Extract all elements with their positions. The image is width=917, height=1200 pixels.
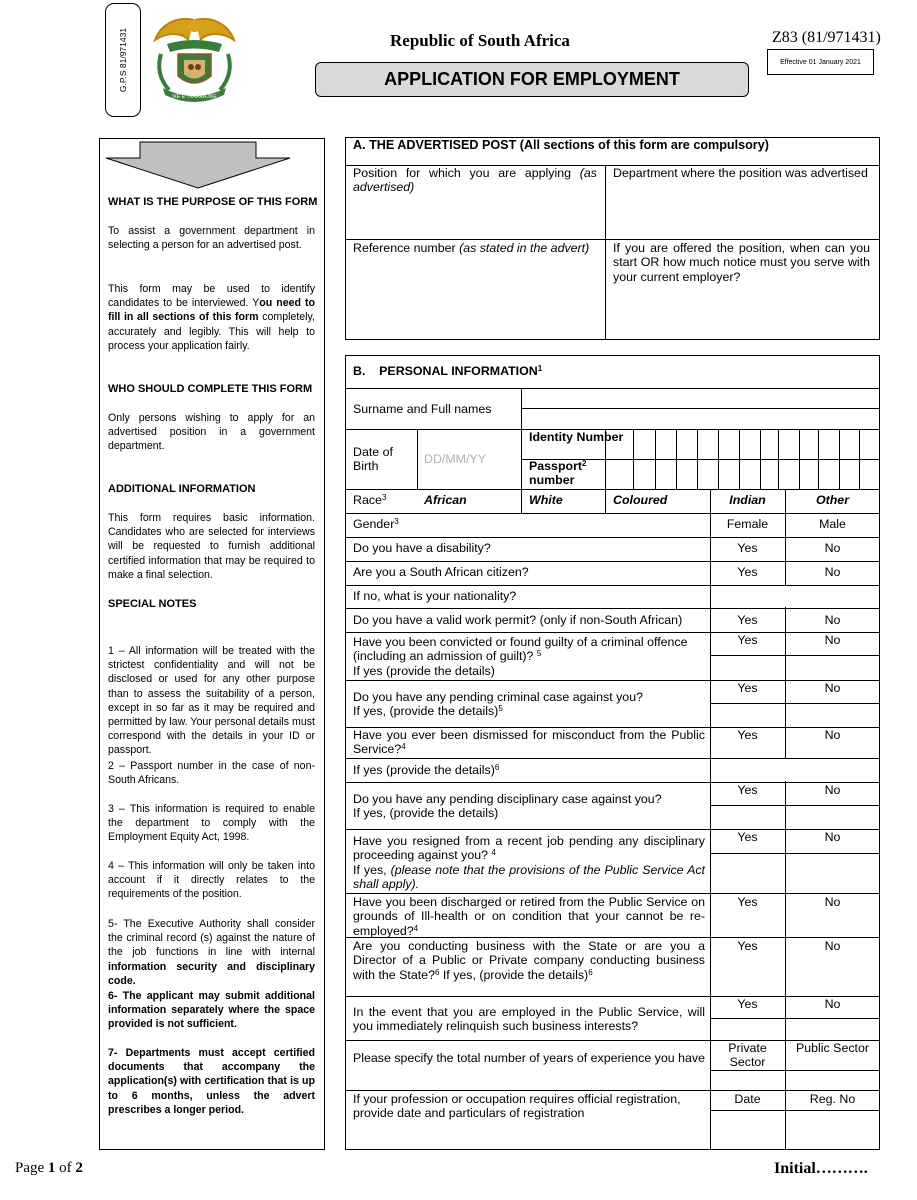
race-option-other[interactable]: Other [815, 493, 850, 507]
resigned-yes[interactable]: Yes [737, 830, 758, 844]
pending-case-no[interactable]: No [824, 681, 841, 695]
page-title: APPLICATION FOR EMPLOYMENT [315, 62, 749, 97]
relinquish-question: In the event that you are employed in the Public Service, will you immediately relinquish such business interests? [353, 1005, 705, 1034]
purpose-text-2: This form may be used to identify candidates to be interviewed. You need to fill in all sections of this form completely, accurately and legibly. This will help to process your application fairly. [108, 283, 315, 352]
id-number-input[interactable] [606, 430, 879, 458]
dob-input[interactable]: DD/MM/YY [424, 452, 486, 466]
arrow-down-icon [104, 141, 292, 189]
disciplinary-no[interactable]: No [824, 783, 841, 797]
relinquish-yes[interactable]: Yes [737, 997, 758, 1011]
convicted-yes[interactable]: Yes [737, 633, 758, 647]
gps-code: G.P.S 81/971431 [118, 27, 128, 93]
business-question: Are you conducting business with the State or are you a Director of a Public or Private company conducting business with the State?$^6$ If yes, (provide the details)$^6$ [353, 939, 705, 982]
id-label: Identity Number [529, 430, 624, 444]
nationality-input[interactable] [711, 586, 879, 607]
race-label: Race$^3$ [353, 493, 387, 507]
registration-date-input[interactable] [711, 1111, 784, 1149]
note-5: 5- The Executive Authority shall consider the criminal record (s) against the nature of the job functions in line with internal information security and disciplinary code. [108, 918, 315, 987]
convicted-question: Have you been convicted or found guilty of a criminal offence (including an admission of guilt)? $^5$ If yes (provide the details) [353, 635, 688, 678]
department-input[interactable] [606, 184, 879, 238]
business-no[interactable]: No [824, 939, 841, 953]
disciplinary-yes[interactable]: Yes [737, 783, 758, 797]
registration-date-label: Date [734, 1092, 761, 1106]
citizen-no[interactable]: No [824, 565, 841, 579]
work-permit-question: Do you have a valid work permit? (only if non-South African) [353, 613, 683, 627]
purpose-heading: WHAT IS THE PURPOSE OF THIS FORM [108, 196, 318, 208]
purpose-text: To assist a government department in selecting a person for an advertised post. [108, 225, 315, 252]
initial-field[interactable]: Initial………. [774, 1160, 868, 1177]
work-permit-no[interactable]: No [824, 613, 841, 627]
private-sector-years-input[interactable] [711, 1071, 784, 1089]
dismissed-no[interactable]: No [824, 728, 841, 742]
position-label: Position for which you are applying (as advertised) [353, 166, 597, 195]
work-permit-yes[interactable]: Yes [737, 613, 758, 627]
note-6: 6- The applicant may submit additional information separately where the space provided is not sufficient. [108, 990, 315, 1031]
page-indicator: Page 1 of 2 [15, 1160, 83, 1176]
discharged-yes[interactable]: Yes [737, 895, 758, 909]
surname-label: Surname and Full names [353, 402, 492, 416]
notice-label: If you are offered the position, when can you start OR how much notice must you serve with your current employer? [613, 241, 870, 284]
notes-heading: SPECIAL NOTES [108, 598, 197, 610]
race-option-coloured[interactable]: Coloured [613, 493, 668, 507]
business-yes[interactable]: Yes [737, 939, 758, 953]
disciplinary-details-input[interactable] [711, 806, 879, 828]
disability-yes[interactable]: Yes [737, 541, 758, 555]
note-7: 7- Departments must accept certified documents that accompany the application(s) with certification that is up to 6 months, unless the advert prescribes a longer period. [108, 1047, 315, 1116]
discharged-no[interactable]: No [824, 895, 841, 909]
discharged-question: Have you been discharged or retired from the Public Service on grounds of Ill-health or on condition that your cannot be re-employed?$^4$ [353, 895, 705, 938]
reference-label: Reference number (as stated in the advert) [353, 241, 590, 255]
additional-text: This form requires basic information. Candidates who are selected for interviews will be requested to furnish additional certified information that may be required to make a final selection. [108, 512, 315, 581]
public-sector-years-input[interactable] [786, 1071, 879, 1089]
gender-female-option[interactable]: Female [726, 517, 769, 531]
public-sector-label: Public Sector [795, 1041, 869, 1055]
registration-question: If your profession or occupation requires official registration, provide date and particulars of registration [353, 1092, 681, 1121]
effective-date: Effective 01 January 2021 [767, 49, 874, 75]
race-option-african[interactable]: African [424, 493, 467, 507]
convicted-no[interactable]: No [824, 633, 841, 647]
who-heading: WHO SHOULD COMPLETE THIS FORM [108, 383, 313, 395]
additional-heading: ADDITIONAL INFORMATION [108, 483, 256, 495]
form-code: Z83 (81/971431) [772, 29, 881, 46]
department-label: Department where the position was advertised [613, 166, 868, 180]
note-3: 3 – This information is required to enable the department to comply with the Employment Equity Act, 1998. [108, 803, 315, 844]
who-text: Only persons wishing to apply for an advertised position in a government department. [108, 412, 315, 453]
experience-question: Please specify the total number of years of experience you have [353, 1051, 705, 1065]
crest-motto: !KE E: /XARRA //KE [172, 94, 217, 100]
private-sector-label: Private Sector [728, 1041, 767, 1070]
dismissed-question: Have you ever been dismissed for misconduct from the Public Service?$^4$ [353, 728, 705, 757]
disability-question: Do you have a disability? [353, 541, 491, 555]
nationality-question: If no, what is your nationality? [353, 589, 517, 603]
race-option-indian[interactable]: Indian [729, 493, 766, 507]
gender-male-option[interactable]: Male [819, 517, 846, 531]
pending-case-details-input[interactable] [711, 704, 879, 726]
citizen-question: Are you a South African citizen? [353, 565, 529, 579]
coat-of-arms-icon [147, 14, 242, 104]
race-option-white[interactable]: White [529, 493, 563, 507]
reference-input[interactable] [346, 258, 604, 339]
note-4: 4 – This information will only be taken into account if it directly relates to the requirements of the position. [108, 860, 315, 901]
registration-number-label: Reg. No [809, 1092, 856, 1106]
convicted-details-input[interactable] [711, 656, 879, 679]
gender-label: Gender$^3$ [353, 517, 399, 531]
registration-number-input[interactable] [786, 1111, 879, 1149]
citizen-yes[interactable]: Yes [737, 565, 758, 579]
disability-no[interactable]: No [824, 541, 841, 555]
notice-input[interactable] [606, 286, 879, 339]
country-name: Republic of South Africa [390, 31, 570, 50]
resigned-details-input[interactable] [711, 854, 879, 892]
pending-case-yes[interactable]: Yes [737, 681, 758, 695]
dob-label: Date of Birth [353, 445, 393, 474]
gps-code-box [105, 3, 141, 117]
section-a-title: A. THE ADVERTISED POST (All sections of this form are compulsory) [353, 138, 769, 152]
section-b-title: B. PERSONAL INFORMATION$^1$ [353, 364, 543, 378]
relinquish-no[interactable]: No [824, 997, 841, 1011]
passport-number-input[interactable] [606, 460, 879, 488]
resigned-no[interactable]: No [824, 830, 841, 844]
pending-case-question: Do you have any pending criminal case against you? If yes, (provide the details)$^5$ [353, 690, 643, 719]
resigned-question: Have you resigned from a recent job pending any disciplinary proceeding against you? $^4$ If yes, (please note that the provisions of the Public Service Act shall apply). [353, 834, 705, 891]
note-2: 2 – Passport number in the case of non-South Africans. [108, 760, 315, 787]
position-input[interactable] [346, 196, 604, 238]
disciplinary-question: Do you have any pending disciplinary case against you? If yes, (provide the details) [353, 792, 662, 821]
note-1: 1 – All information will be treated with the strictest confidentiality and will not be disclosed or used for any other purpose than to assess the suitability of a person, except in so far as it may be required and permitted by law. Your personal details must correspond with the details in your ID or passport. [108, 645, 315, 757]
dismissed-yes[interactable]: Yes [737, 728, 758, 742]
dismissed-details-label: If yes (provide the details)$^6$ [353, 763, 500, 777]
passport-label: Passport$^2$ number [529, 459, 587, 488]
surname-input[interactable] [522, 389, 879, 429]
dismissed-details-input[interactable] [711, 759, 879, 781]
